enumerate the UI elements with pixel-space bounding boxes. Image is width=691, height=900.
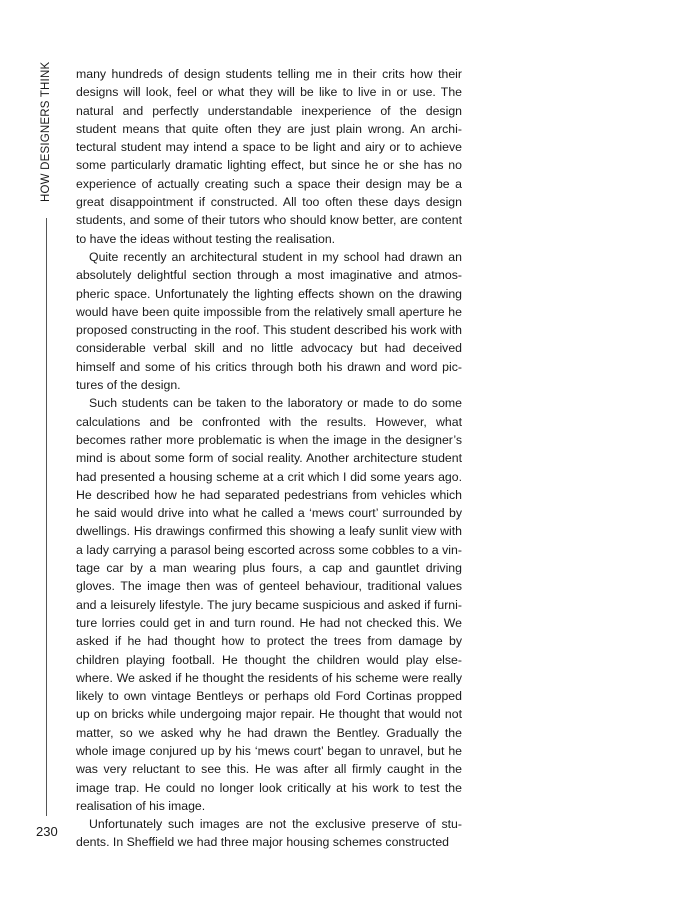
running-head [39, 61, 53, 202]
paragraph: Such students can be taken to the laboratory or made to do some calculations and be confronted with the results. However, what becomes rather more problematic is when the image in the designer’s mind is about some form of social reality. Another architecture student had presented a housing scheme at a crit which I did some years ago. He described how he had separated pedestrians from vehicles which he said would drive into what he called a ‘mews court’ surrounded by dwellings. His drawings confirmed this showing a leafy sunlit view with a lady carrying a parasol being escorted across some cobbles to a vintage car by a man wearing plus fours, a cap and gauntlet driving gloves. The image then was of genteel behaviour, traditional values and a leisurely lifestyle. The jury became suspicious and asked if furniture lorries could get in and turn round. He had not checked this. We asked if he had thought how to protect the trees from damage by children playing football. He thought the children would play elsewhere. We asked if he thought the residents of his scheme were really likely to own vintage Bentleys or perhaps old Ford Cortinas propped up on bricks while undergoing major repair. He thought that would not matter, so we asked why he had drawn the Bentley. Gradually the whole image conjured up by his ‘mews court’ began to unravel, but he was very reluctant to see this. He was after all firmly caught in the image trap. He could no longer look critically at his work to test the realisation of his image. [76, 396, 462, 813]
paragraph: Unfortunately such images are not the exclusive preserve of students. In Sheffield we had three major housing schemes constructed [76, 817, 462, 850]
running-head-text: HOW DESIGNERS THINK [40, 61, 52, 202]
margin-rule [46, 218, 47, 816]
page-number: 230 [36, 824, 58, 839]
paragraph: Quite recently an architectural student in my school had drawn an absolutely delightful section through a most imaginative and atmospheric space. Unfortunately the lighting effects shown on the drawing would have been quite impossible from the relatively small aperture he proposed constructing in the roof. This student described his work with considerable verbal skill and no little advocacy but had deceived himself and some of his critics through both his drawn and word pictures of the design. [76, 249, 462, 393]
paragraph: many hundreds of design students telling me in their crits how their designs will look, feel or what they will be like to live in or use. The natural and perfectly understandable inexperience of the design student means that quite often they are just plain wrong. An architectural student may intend a space to be light and airy or to achieve some particularly dramatic lighting effect, but since he or she has no experience of actually creating such a space their design may be a great disappointment if constructed. All too often these days design students, and some of their tutors who should know better, are content to have the ideas without testing the realisation. [76, 67, 462, 246]
body-text [76, 65, 462, 852]
